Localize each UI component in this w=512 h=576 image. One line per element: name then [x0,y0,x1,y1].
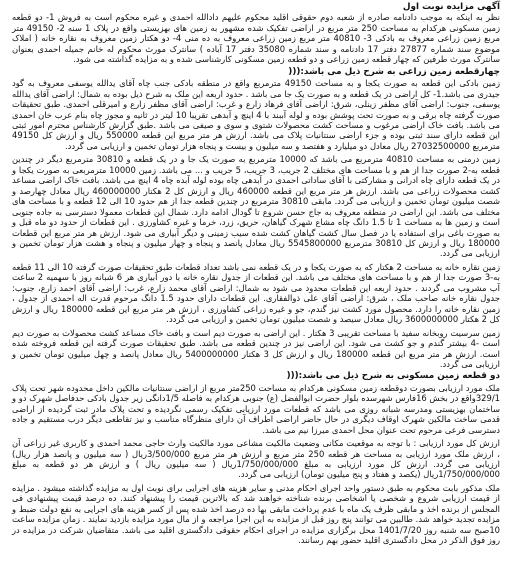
item-residential-valuation: ارزش کل مورد ارزیابی : با توجه به موقعیت مکانی وضعیت مالکیت مشاعی مورد مالکیت وارث حاجی محمد احمدی و کاربری غیر زراعی آن ، ارزش ملک مورد ارزیابی به مساحت هر قطعه 250 متر مربع و ارزش هر متر مربع 3/500/000ریال ( سه میلیون و پانصد هزار ریال) ارزیابی می گردد. ارزش کل مورد ارزیابی به مبلغ 1/750/000/000ریال ( سه میلیون ریال ) و ارزش هر دو قطعه به مبلغ 1/750/000/000ریال (یکصد و هفتاد و پنج میلیون تومان) ارزیابی می گردد. [12,438,501,480]
notice-closing: ملک مذکور بابت محکوم به طبق دستور واحد اجرای احکام مدنی و سایر هزینه های اجرایی برای نوبت اول به مزایده گذاشته میشود . مزایده از قیمت ارزیابی شروع و شخصی یا اشخاصی برنده شناخته خواهند شد که بالاترین قیمت را پیشنهاد کنند. ده درصد قیمت پیشنهادی فی المجلس از برنده اخذ و مابقی ظرف یک ماه با عدم پرداخت مابقی بها ده درصد اخذ شده پس از کسر هزینه های اجرایی به نفع دولت ضبط و مزایده تجدید خواهد شد. طالبین می توانند پنج روز قبل از مزایده به این اجرا مراجعه و از مال مورد مزایده بازدید نمایند . زمان مزایده ساعت 10صبح سه شنبه روز 1401/7/20 محل برگزاری مزایده در اجرای احکام حقوقی دادگستری اقلید می باشد. متقاضیان شرکت در مزایده در روز فوق الذکر در محل دادگستری اقلید حضور بهم رسانند. [12,482,500,546]
section-agricultural-heading: چهارقطعه زمین زراعی به شرح ذیل می باشد:((( [288,66,500,77]
notice-title: آگهی مزایده نوبت اول [402,2,500,12]
item-naqareh-khaneh-land: زمین نقاره خانه به مساحت 2 هکتار که به صورت یکجا و در یک قطعه نمی باشد تعداد قطعات طبق تحقیقات صورت گرفته 10 الی 11 قطعه به-3 صورت جدا از هم و با مساحت های مختلف می باشد. این قطعات از جدول نقاره خانه با دور آبیاری هر 6 شبانه روز با سهمیه 2 ساعت آب مشروب می گردند . حدود اربعه این قطعات محدود می شود به شمال: اراضی آقای محمد زارع، غرب: اراضی آقای احمد زارع، جنوب: جدول نقاره خانه صاحب ملک ، شرق: اراضی آقای علی ذوالفقاری. این قطعات دارای حدود 1.5 دانگ مرحوم قدرت اله احمدی از جدول ، زمین نقاره خانه را دارد. محصول مورد کشت نیز گندم، جو و غیره زراعی کشاورزی ، ارزش هر متر مربع این قطعه 180000 ریال و ارزش کل 2 هکتار 3600000000 ریال معادل سیصد و شصت میلیون تومان تخمین و ارزیابی می گردد. [12,261,501,325]
auction-notice [6,0,506,548]
item-badaki-land: زمین بادکی این قطعه به صورت یکجا و به مساحت 49150 مترمربع واقع در منطقه بادکی جنب چاه آقای یدالله یوسفی معروف به گود جیدری می باشد.1- کل اراضی در یک قطعه و به صورت یک جا می باشد . حدود اربعه این ملک به شرح ذیل بوده به شمال: اراضی آقای یدالله یوسفی، جنوب: اراضی آقای مظفر زینلی، شرق: اراضی آقای فرهاد زارع و غرب: اراضی آقای مظفر زارع و امیرقلی احمدی. طبق تحقیقات صورت گرفته چاه برقی و به صورت تحت پوشش بوده و لوله آببند با 4 اینچ و آبدهی تقریبا 10 لیتر در ثانیه و مجوز چاه بنام عرب خان احمدی می باشد. بافت خاک اراضی مرغوب و مساحت کشت محصولات شتوی و سوی و صیفی می باشد .طبق گزارش کارشناس محترم امور ثبتی این قطعه دارای سند ثبتی بوده و جزء اراضی سنتانیات پلاک می باشد. ارزش هر متر مربع این قطعه 550000 ریال و ارزش کل 49150 مترمربع 27032500000 ریال معادل دو میلیارد و هفتصد و سه میلیون و بیست و پنجاه هزار تومان تخمین و ارزیابی می گردد. [12,78,500,151]
item-residential-description: ملک مورد ارزیابی بصورت دوقطعه زمین مسکونی هرکدام به مساحت 250متر مربع از اراضی سنتانیات مالکین داخل محدوده شهر تحت پلاک 329/1واقع در بخش 16فارس شهرسده بلوار حضرت ابوالفضل (ع) جنوبی هرکدام به فاصله 1/5دانگی زیر جدول بادکی حدفاصل شهرک دو و ساختمان بهزیستی ومدرسه شبانه روزی می باشد که قطعات مورد ارزیابی تفکیک رسمی نگردیده و تحت پلاک مادر ثبت گردیده از اراضی قدمی ساخت مالکین شهرک اوقاف دیگری در حال حاضر اراضی اطراف آن دارای منظرگاه مناسب و نیز تقاطعی دیگر درب مستقیم و جاده دسترسی فرعی مرحوم تحت عنوان محل احمدی میرزا نیم می باشد. [12,382,500,435]
item-dehmani-land: زمین درمنی به مساحت 40810 مترمربع می باشد که 10000 مترمربع به صورت یک جا و در یک قطعه و 30810 مترمربع دیگر در چندین قطعه به-2 صورت جدا از هم و با مساحت های مختلف 2 جریب، 3 جریب، 5 جریب و ... می باشد. زمین 10000 مترمربعی به صورت یکجا و در یک قطعه دارای چاه ادرانی و مشارکتی با آقای ساداتی احمدی در آبدهی چاه بوده لوله آبده چاه 4 اینچ می باشد. بافت خاک اراضی مساعد کشت محصولات زراعی می باشد. ارزش هر متر مربع این قطعه 460000 ریال و ارزش کل 2 هکتار 460000000 ریال معادل چهارصد و شصت میلیون تومان تخمین و ارزیابی می گردد. مابقی 30810 مترمربع در چندین قطعه جدا از هم حدود 10 الی 12 قطعه و با مساحت های مختلف می باشد. این اراضی در منطقه معروف به جاج حسن شروع تا گودال ادامه دارد. شمال این قطعات معمولا دسترسی به جاده جنوبی است و زمین ها به مساحت 1 تا 1.5 دانگ چاه مشاع شهرک گیاهان، حریق، زرد، خرما و غیره کشاورزی . این قطعات از حدود دو ماه قبل و به صورت باغی برای استفاده یا در فصل سال کشت گیاهان کشت شده سیب زمینی و دیگر آبیاری می شود. ارزش هر متر مربع این قطعات 180000 ریال و ارزش کل 30810 مترمربع 5545800000 ریال معادل پانصد و پنجاه و چهار میلیون و پنجاه و هشت هزار تومان تخمین و ارزیابی می گردد. [12,154,500,259]
notice-intro: نظر به اینکه به موجب دادنامه صادره از شعبه دوم حقوقی اقلید محکوم علیهم دادالله احمدی و غیره محکوم است به فروش 1- دو قطعه زمین مسکونی هرکدام به مساحت 250 متر مربع در اراضی تفکیک شده مشهور به زمین های بهزیستی واقع در پلاک 1 سنه 2- 49150 متر مربع زمین زراعی معروف به بادکی 3- 40810 متر مربع زمین زراعی معروف به ده منی 4- دو هکتار زمین معروف به نقاره خانه ( املاک موضوع سند شماره 27877 دفتر 17 دادنامه و سند شماره 35080 دفتر 17 آباده ) سانترک مورث محکوم له خانم جمیله احمدی بعنوان سانترک مورث طرفین که چهار قطعه زمین زراعی و دو قطعه زمین مسکونی کارشناسی شده و به مزایده گذاشته می شود. [12,12,500,65]
section-residential-heading: دو قطعه زمین مسکونی به شرح ذیل می باشد:((( [286,371,500,382]
item-sarsit-land: زمین سرسیت روبخانه سفید با مساحت تقریبی 3 هکتار . این اراضی به صورت دیم است و بافت خاک مساعد کشت محصولات به صورت دیم است -4 بیشتر گندم و جو کشت می شود. این اراضی نیز در چندین قطعه می باشد. طبق تحقیقات صورت گرفته این قطعه فروخته شده است. ارزش هر متر مربع این قطعه 180000 ریال و ارزش کل 3 هکتار 5400000000 ریال معادل پانصد و چهل میلیون تومان تخمین و ارزیابی می گردد. [12,327,500,369]
